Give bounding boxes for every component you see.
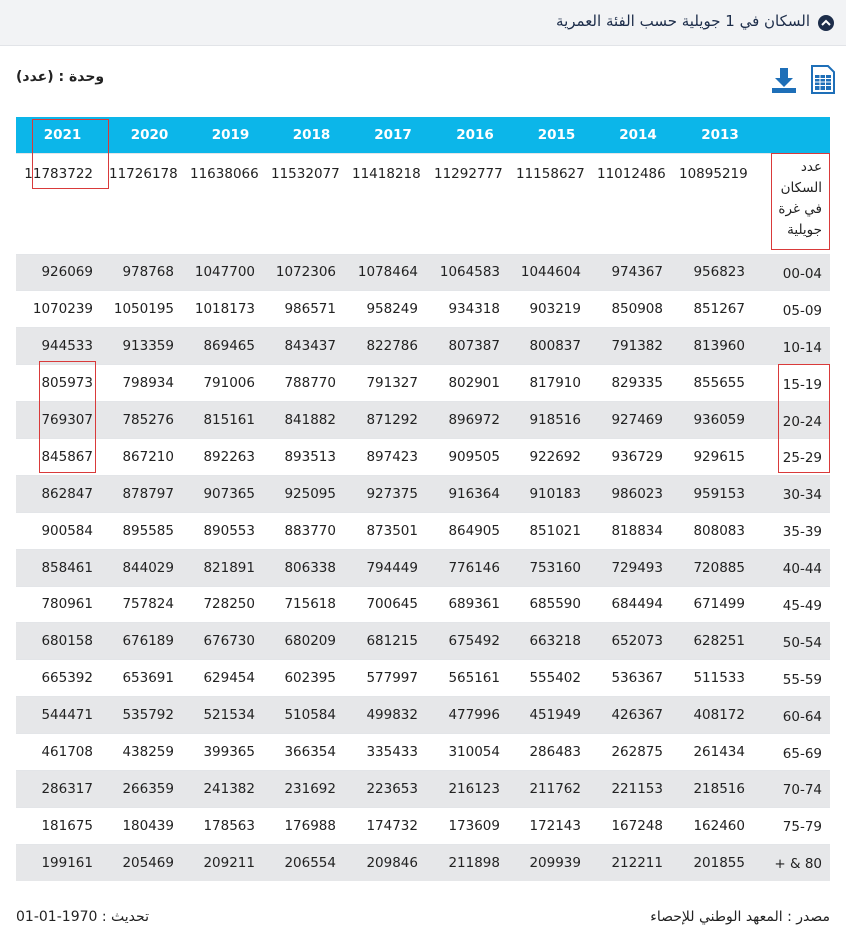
table-cell: 845867 [16, 438, 109, 475]
table-cell: 791382 [597, 328, 679, 365]
table-cell: 172143 [516, 807, 597, 844]
table-cell: 893513 [271, 438, 352, 475]
table-cell: 869465 [190, 328, 271, 365]
table-cell: 1078464 [352, 254, 434, 291]
table-cell: 511533 [679, 660, 761, 697]
table-cell: 535792 [109, 697, 190, 734]
table-row [16, 402, 830, 439]
table-cell: 262875 [597, 734, 679, 771]
table-cell: 858461 [16, 549, 109, 586]
table-cell: 817910 [516, 365, 597, 402]
table-row [16, 328, 830, 365]
column-header-label [761, 117, 830, 153]
table-row [16, 844, 830, 881]
table-cell: 335433 [352, 734, 434, 771]
table-cell: 788770 [271, 365, 352, 402]
table-cell: 776146 [434, 549, 516, 586]
table-row [16, 438, 830, 475]
table-cell: 791006 [190, 365, 271, 402]
table-cell: 218516 [679, 770, 761, 807]
table-cell: 310054 [434, 734, 516, 771]
column-header: 2017 [374, 126, 412, 143]
table-cell: 959153 [679, 475, 761, 512]
table-cell: 851021 [516, 512, 597, 549]
table-cell: 201855 [679, 844, 761, 881]
table-cell: 176988 [271, 807, 352, 844]
source-label: مصدر : المعهد الوطني للإحصاء [650, 909, 830, 925]
row-label: 40-44 [761, 549, 830, 586]
row-label: عدد السكان في غرة جويلية [761, 153, 830, 254]
table-cell: 266359 [109, 770, 190, 807]
table-cell: 499832 [352, 697, 434, 734]
table-cell: 815161 [190, 402, 271, 439]
column-header: 2014 [619, 126, 657, 143]
table-cell: 700645 [352, 586, 434, 623]
table-cell: 536367 [597, 660, 679, 697]
table-cell: 900584 [16, 512, 109, 549]
table-cell: 199161 [16, 844, 109, 881]
table-cell: 909505 [434, 438, 516, 475]
table-row [16, 586, 830, 623]
table-cell: 11292777 [434, 153, 516, 254]
table-row [16, 549, 830, 586]
table-cell: 1070239 [16, 291, 109, 328]
table-cell: 689361 [434, 586, 516, 623]
chevron-up-circle-icon[interactable] [818, 15, 834, 31]
table-cell: 1047700 [190, 254, 271, 291]
table-cell: 1064583 [434, 254, 516, 291]
table-header-row [16, 117, 830, 153]
table-cell: 829335 [597, 365, 679, 402]
row-label: 60-64 [761, 697, 830, 734]
row-label: 55-59 [761, 660, 830, 697]
table-cell: 890553 [190, 512, 271, 549]
table-cell: 181675 [16, 807, 109, 844]
table-cell: 916364 [434, 475, 516, 512]
table-cell: 785276 [109, 402, 190, 439]
column-header: 2019 [211, 126, 250, 143]
table-cell: 209939 [516, 844, 597, 881]
table-cell: 211898 [434, 844, 516, 881]
table-cell: 813960 [679, 328, 761, 365]
table-cell: 802901 [434, 365, 516, 402]
table-cell: 223653 [352, 770, 434, 807]
row-label: 45-49 [761, 586, 830, 623]
table-cell: 286483 [516, 734, 597, 771]
table-cell: 878797 [109, 475, 190, 512]
table-cell: 671499 [679, 586, 761, 623]
table-cell: 922692 [516, 438, 597, 475]
table-cell: 895585 [109, 512, 190, 549]
table-row [16, 623, 830, 660]
table-cell: 862847 [16, 475, 109, 512]
row-label: 30-34 [761, 475, 830, 512]
table-cell: 231692 [271, 770, 352, 807]
table-cell: 910183 [516, 475, 597, 512]
table-cell: 986571 [271, 291, 352, 328]
table-cell: 555402 [516, 660, 597, 697]
table-cell: 212211 [597, 844, 679, 881]
table-cell: 521534 [190, 697, 271, 734]
table-cell: 769307 [16, 402, 109, 439]
total-row [16, 153, 830, 254]
table-cell: 684494 [597, 586, 679, 623]
table-cell: 927469 [597, 402, 679, 439]
table-cell: 913359 [109, 328, 190, 365]
table-cell: 892263 [190, 438, 271, 475]
row-label: 15-19 [761, 365, 830, 402]
table-cell: 11158627 [516, 153, 597, 254]
table-cell: 178563 [190, 807, 271, 844]
table-cell: 241382 [190, 770, 271, 807]
row-label: 70-74 [761, 770, 830, 807]
table-cell: 956823 [679, 254, 761, 291]
table-cell: 209846 [352, 844, 434, 881]
table-cell: 565161 [434, 660, 516, 697]
table-cell: 873501 [352, 512, 434, 549]
table-cell: 11726178 [109, 153, 190, 254]
table-cell: 11783722 [16, 153, 109, 254]
update-label: تحديث : 1970-01-01 [16, 909, 149, 925]
row-label: 20-24 [761, 402, 830, 439]
table-cell: 903219 [516, 291, 597, 328]
row-label: 75-79 [761, 807, 830, 844]
table-cell: 791327 [352, 365, 434, 402]
table-cell: 11012486 [597, 153, 679, 254]
table-cell: 757824 [109, 586, 190, 623]
table-cell: 936059 [679, 402, 761, 439]
table-cell: 944533 [16, 328, 109, 365]
table-cell: 798934 [109, 365, 190, 402]
table-cell: 843437 [271, 328, 352, 365]
table-cell: 286317 [16, 770, 109, 807]
table-cell: 805973 [16, 365, 109, 402]
table-cell: 438259 [109, 734, 190, 771]
table-cell: 653691 [109, 660, 190, 697]
table-cell: 209211 [190, 844, 271, 881]
table-row [16, 254, 830, 291]
row-label: 35-39 [761, 512, 830, 549]
column-header: 2015 [537, 126, 576, 143]
table-row [16, 807, 830, 844]
table-cell: 883770 [271, 512, 352, 549]
table-cell: 864905 [434, 512, 516, 549]
table-cell: 665392 [16, 660, 109, 697]
table-row [16, 475, 830, 512]
table-cell: 897423 [352, 438, 434, 475]
table-cell: 544471 [16, 697, 109, 734]
table-cell: 927375 [352, 475, 434, 512]
column-header: 2021 [43, 126, 82, 143]
population-table [16, 117, 830, 881]
table-row [16, 291, 830, 328]
table-cell: 652073 [597, 623, 679, 660]
table-cell: 720885 [679, 549, 761, 586]
table-cell: 808083 [679, 512, 761, 549]
table-cell: 844029 [109, 549, 190, 586]
table-cell: 477996 [434, 697, 516, 734]
table-cell: 729493 [597, 549, 679, 586]
table-cell: 602395 [271, 660, 352, 697]
table-cell: 676189 [109, 623, 190, 660]
table-cell: 728250 [190, 586, 271, 623]
table-cell: 167248 [597, 807, 679, 844]
table-cell: 680209 [271, 623, 352, 660]
table-cell: 907365 [190, 475, 271, 512]
column-header: 2016 [456, 126, 494, 143]
table-cell: 974367 [597, 254, 679, 291]
table-cell: 510584 [271, 697, 352, 734]
table-cell: 205469 [109, 844, 190, 881]
table-cell: 1072306 [271, 254, 352, 291]
table-row [16, 697, 830, 734]
column-header: 2013 [701, 126, 739, 143]
table-cell: 936729 [597, 438, 679, 475]
table-cell: 211762 [516, 770, 597, 807]
table-cell: 451949 [516, 697, 597, 734]
table-cell: 1018173 [190, 291, 271, 328]
table-cell: 577997 [352, 660, 434, 697]
table-row [16, 734, 830, 771]
table-cell: 174732 [352, 807, 434, 844]
table-row [16, 660, 830, 697]
table-cell: 461708 [16, 734, 109, 771]
unit-label: وحدة : (عدد) [16, 69, 105, 85]
table-cell: 399365 [190, 734, 271, 771]
table-cell: 11418218 [352, 153, 434, 254]
row-label: 05-09 [761, 291, 830, 328]
row-label: 10-14 [761, 328, 830, 365]
table-cell: 408172 [679, 697, 761, 734]
table-row [16, 512, 830, 549]
table-cell: 162460 [679, 807, 761, 844]
column-header: 2018 [292, 126, 331, 143]
table-cell: 807387 [434, 328, 516, 365]
table-cell: 800837 [516, 328, 597, 365]
table-cell: 806338 [271, 549, 352, 586]
table-cell: 366354 [271, 734, 352, 771]
table-cell: 841882 [271, 402, 352, 439]
table-cell: 821891 [190, 549, 271, 586]
table-cell: 680158 [16, 623, 109, 660]
table-cell: 896972 [434, 402, 516, 439]
table-cell: 1050195 [109, 291, 190, 328]
table-cell: 978768 [109, 254, 190, 291]
table-cell: 629454 [190, 660, 271, 697]
table-cell: 221153 [597, 770, 679, 807]
download-icon[interactable] [770, 66, 798, 94]
table-cell: 925095 [271, 475, 352, 512]
table-cell: 818834 [597, 512, 679, 549]
table-cell: 261434 [679, 734, 761, 771]
table-cell: 206554 [271, 844, 352, 881]
row-label: 65-69 [761, 734, 830, 771]
table-cell: 1044604 [516, 254, 597, 291]
table-cell: 926069 [16, 254, 109, 291]
table-cell: 11638066 [190, 153, 271, 254]
table-cell: 180439 [109, 807, 190, 844]
table-cell: 675492 [434, 623, 516, 660]
table-cell: 867210 [109, 438, 190, 475]
table-cell: 851267 [679, 291, 761, 328]
table-row [16, 365, 830, 402]
table-cell: 958249 [352, 291, 434, 328]
row-label: 80 & + [761, 844, 830, 881]
spreadsheet-icon[interactable] [811, 65, 835, 94]
table-cell: 871292 [352, 402, 434, 439]
table-cell: 822786 [352, 328, 434, 365]
table-cell: 681215 [352, 623, 434, 660]
table-cell: 918516 [516, 402, 597, 439]
table-cell: 628251 [679, 623, 761, 660]
table-cell: 934318 [434, 291, 516, 328]
table-cell: 753160 [516, 549, 597, 586]
panel-title: السكان في 1 جويلية حسب الفئة العمرية [556, 12, 810, 30]
table-cell: 715618 [271, 586, 352, 623]
panel-header[interactable] [0, 0, 846, 46]
table-cell: 986023 [597, 475, 679, 512]
row-label: 00-04 [761, 254, 830, 291]
table-cell: 663218 [516, 623, 597, 660]
table-cell: 10895219 [679, 153, 761, 254]
table-cell: 676730 [190, 623, 271, 660]
row-label: 25-29 [761, 438, 830, 475]
table-cell: 426367 [597, 697, 679, 734]
table-cell: 685590 [516, 586, 597, 623]
table-cell: 850908 [597, 291, 679, 328]
row-label: 50-54 [761, 623, 830, 660]
table-cell: 216123 [434, 770, 516, 807]
table-cell: 794449 [352, 549, 434, 586]
table-cell: 929615 [679, 438, 761, 475]
table-row [16, 770, 830, 807]
table-cell: 173609 [434, 807, 516, 844]
table-cell: 780961 [16, 586, 109, 623]
column-header: 2020 [130, 126, 169, 143]
table-cell: 11532077 [271, 153, 352, 254]
table-cell: 855655 [679, 365, 761, 402]
